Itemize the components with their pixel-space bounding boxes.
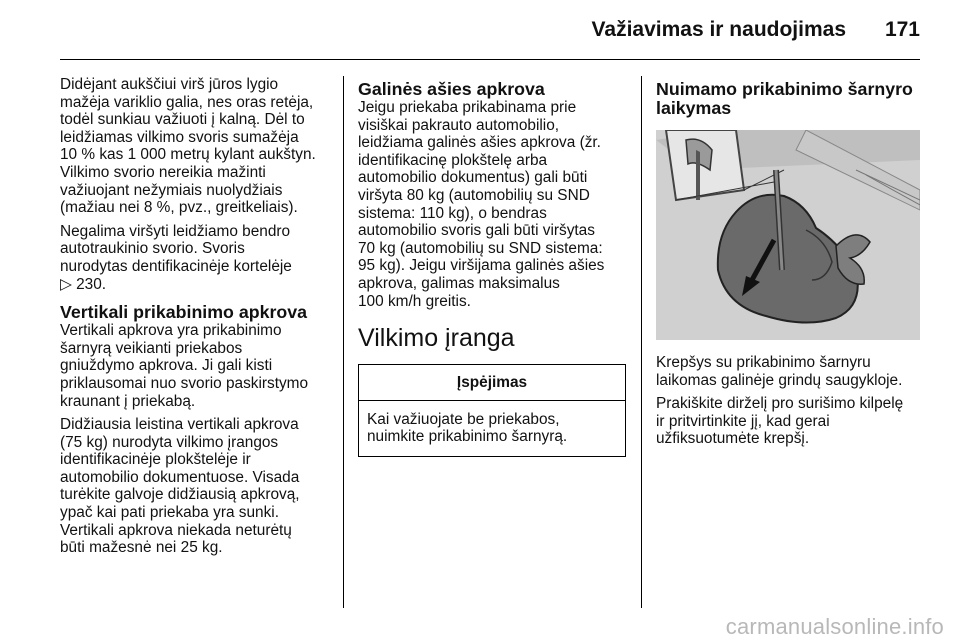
watermark: carmanualsonline.info [725,614,944,639]
column-divider-2 [641,76,642,608]
heading-storage: Nuimamo prikabinimo šarnyro laikymas [656,79,913,118]
paragraph-total-weight: Negalima viršyti leidžiamo bendro autotraukinio svorio. Svoris nurodytas dentifikacinėje kortelėje ▷ 230. [60,222,292,293]
section-title-towing-equipment: Vilkimo įranga [358,324,515,353]
page-header [60,14,920,54]
column-2 [358,76,626,457]
column-1 [60,76,332,563]
warning-box [358,364,626,457]
page-number: 171 [884,18,920,41]
paragraph-bag-storage: Krepšys su prikabinimo šarnyru laikomas galinėje grindų saugykloje. [656,354,903,389]
storage-bag-illustration [656,130,920,340]
heading-rear-axle-load: Galinės ašies apkrova [358,79,545,99]
column-3 [656,76,920,454]
column-divider-1 [343,76,344,608]
paragraph-vertical-load: Vertikali apkrova yra prikabinimo šarnyrą veikianti priekabos gniuždymo apkrova. Ji gali kisti priklausomai nuo svorio paskirstymo kraunant į priekabą. [60,322,309,410]
warning-title: Įspėjimas [359,365,625,401]
warning-text: Kai važiuojate be priekabos, nuimkite prikabinimo šarnyrą. [367,410,568,446]
header-rule [60,59,920,60]
heading-vertical-load: Vertikali prikabinimo apkrova [60,302,308,323]
paragraph-strap: Prakiškite dirželį pro surišimo kilpelę ir pritvirtinkite jį, kad gerai užfiksuotumėte krepšį. [656,395,904,448]
paragraph-rear-axle-load: Jeigu priekaba prikabinama prie visiškai pakrauto automobilio, leidžiama galinės ašies apkrova (žr. identifikacinę plokštelę arba automobilio dokumentus) gali būti viršyta 80 kg (automobilių su SND sistema: 110 kg), o bendras automobilio svoris gali būti viršytas 70 kg (automobilių su SND sistema: 95 kg). Jeigu viršijama galinės ašies apkrova, galimas maksimalus 100 km/h greitis. [358,99,605,310]
paragraph-max-vertical-load: Didžiausia leistina vertikali apkrova (75 kg) nurodyta vilkimo įrangos identifikacinėje plokštelėje ir automobilio dokumentuose. Visada turėkite galvoje didžiausią apkrovą, ypač kai pati priekaba yra sunki. Vertikali apkrova niekada neturėtų būti mažesnė nei 25 kg. [60,416,300,557]
header-title: Važiavimas ir naudojimas [591,18,846,41]
paragraph-altitude: Didėjant aukščiui virš jūros lygio mažėja variklio galia, nes oras retėja, todėl sunkiau važiuoti į kalną. Dėl to leidžiamas vilkimo svoris sumažėja 10 % kas 1 000 metrų kylant aukštyn. Vilkimo svorio nereikia mažinti važiuojant nežymiais nuolydžiais (mažiau nei 8 %, pvz., greitkeliais). [60,76,316,217]
